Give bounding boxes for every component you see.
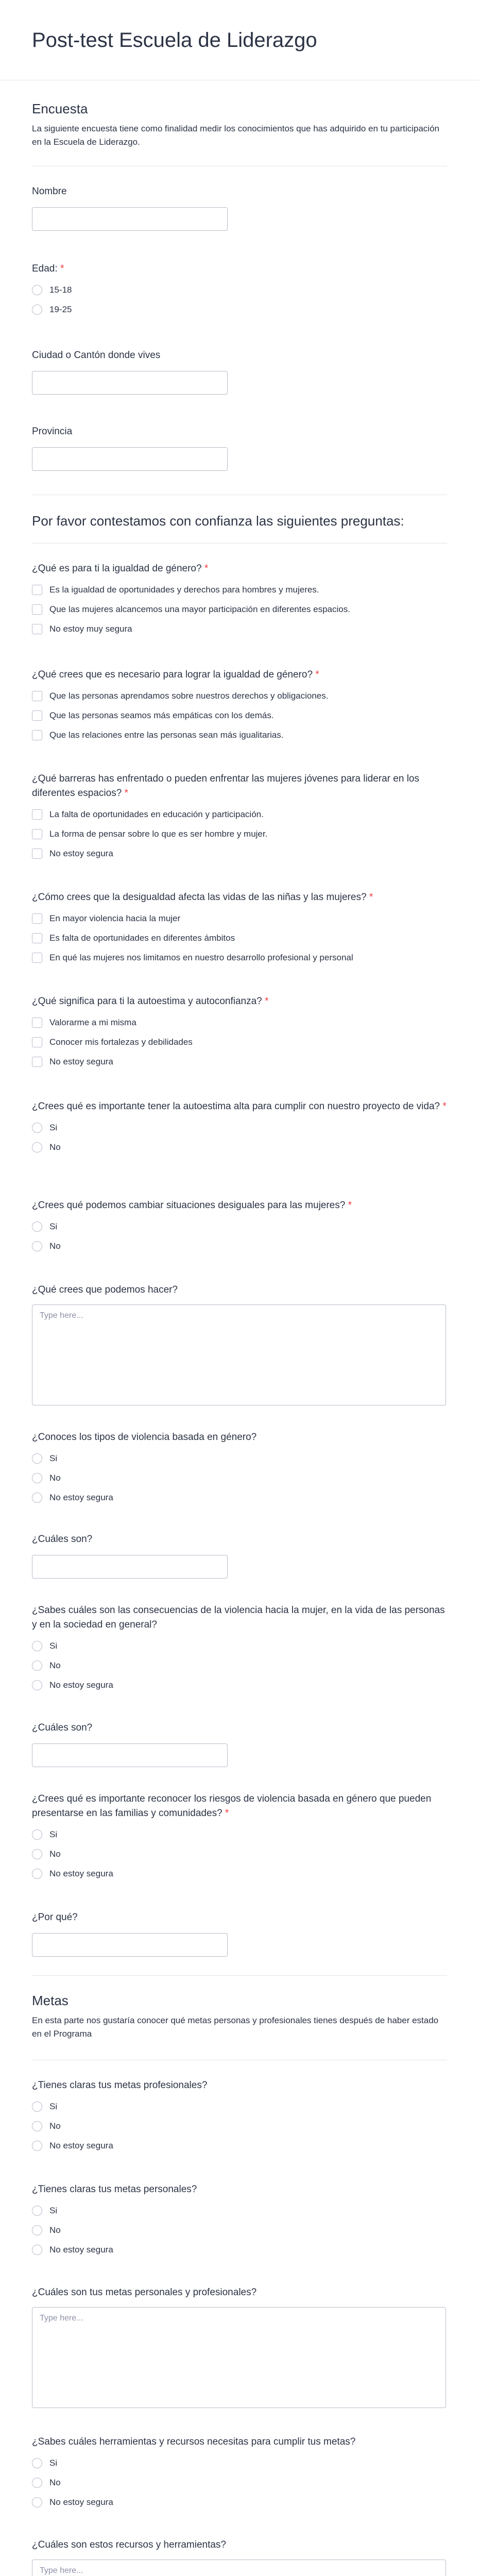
question-m2 (32, 2182, 447, 2260)
radio-option[interactable]: No estoy segura (32, 2136, 447, 2156)
radio-option[interactable]: No (32, 1844, 447, 1864)
radio-circle[interactable] (32, 1142, 42, 1153)
question-label: ¿Sabes cuáles son las consecuencias de la violencia hacia la mujer, en la vida de las personas y en la sociedad en general? (32, 1605, 445, 1630)
checkbox-box[interactable] (32, 953, 42, 963)
question-label: ¿Cuáles son tus metas personales y profesionales? (32, 2287, 257, 2298)
checkbox-option[interactable]: No estoy segura (32, 844, 447, 863)
radio-option[interactable]: No estoy segura (32, 1675, 447, 1695)
checkbox-option[interactable]: Conocer mis fortalezas y debilidades (32, 1032, 447, 1052)
radio-circle[interactable] (32, 1680, 42, 1690)
question-label: ¿Tienes claras tus metas personales? (32, 2184, 197, 2195)
checkbox-box[interactable] (32, 809, 42, 820)
checkbox-option[interactable]: Que las personas seamos más empáticas con los demás. (32, 706, 447, 725)
checkbox-box[interactable] (32, 1057, 42, 1067)
question-label: ¿Qué es para ti la igualdad de género? * (32, 563, 209, 574)
checkbox-option[interactable]: Valorarme a mi misma (32, 1013, 447, 1032)
question-q9 (32, 1430, 447, 1507)
section-title: Por favor contestamos con confianza las siguientes preguntas: (32, 513, 404, 529)
checkbox-option[interactable]: Es la igualdad de oportunidades y derechos para hombres y mujeres. (32, 580, 447, 600)
radio-option[interactable]: No (32, 1656, 447, 1675)
checkbox-box[interactable] (32, 1018, 42, 1028)
question-label: ¿Cuáles son? (32, 1534, 93, 1545)
question-q12 (32, 1721, 447, 1767)
checkbox-option[interactable]: No estoy segura (32, 1052, 447, 1072)
radio-option[interactable]: No (32, 1468, 447, 1488)
divider (32, 543, 447, 544)
question-provincia (32, 425, 447, 471)
radio-option[interactable]: Si (32, 1217, 447, 1236)
nombre-input[interactable] (32, 207, 228, 231)
radio-circle[interactable] (32, 1493, 42, 1503)
answer-textarea[interactable]: Type here... (32, 1304, 446, 1405)
radio-circle[interactable] (32, 1123, 42, 1133)
radio-circle[interactable] (32, 1641, 42, 1651)
answer-textarea[interactable]: Type here... (32, 2560, 446, 2576)
question-label: ¿Qué significa para ti la autoestima y autoconfianza? * (32, 996, 269, 1007)
question-q10 (32, 1532, 447, 1579)
radio-option[interactable]: Si (32, 2201, 447, 2221)
checkbox-box[interactable] (32, 604, 42, 615)
section-title: Metas (32, 1993, 69, 2008)
radio-circle[interactable] (32, 1660, 42, 1671)
radio-option[interactable]: No (32, 2221, 447, 2240)
question-label: Ciudad o Cantón donde vives (32, 350, 161, 361)
radio-circle[interactable] (32, 2478, 42, 2488)
radio-option[interactable]: 15-18 (32, 280, 447, 300)
radio-option[interactable]: Si (32, 1118, 447, 1138)
section-description: La siguiente encuesta tiene como finalidad medir los conocimientos que has adquirido en tu participación en la Escuela de Liderazgo. (32, 124, 439, 147)
question-q4 (32, 890, 447, 968)
form-header (0, 0, 479, 80)
question-label: Nombre (32, 186, 67, 197)
checkbox-option[interactable]: La falta de oportunidades en educación y participación. (32, 805, 447, 824)
checkbox-box[interactable] (32, 829, 42, 839)
checkbox-box[interactable] (32, 585, 42, 595)
radio-option[interactable]: Si (32, 1825, 447, 1844)
radio-circle[interactable] (32, 1849, 42, 1859)
radio-option[interactable]: 19-25 (32, 300, 447, 319)
checkbox-box[interactable] (32, 691, 42, 701)
question-ciudad (32, 348, 447, 395)
radio-circle[interactable] (32, 1453, 42, 1464)
divider (32, 1975, 447, 1976)
checkbox-option[interactable]: En qué las mujeres nos limitamos en nuestro desarrollo profesional y personal (32, 948, 447, 968)
question-label: ¿Por qué? (32, 1912, 78, 1923)
question-q14 (32, 1910, 447, 1957)
question-q6 (32, 1099, 447, 1157)
radio-option[interactable]: No (32, 2116, 447, 2136)
radio-option[interactable]: No estoy segura (32, 1864, 447, 1884)
radio-circle[interactable] (32, 1222, 42, 1232)
radio-circle[interactable] (32, 2141, 42, 2151)
question-label: ¿Crees qué podemos cambiar situaciones desiguales para las mujeres? * (32, 1200, 352, 1211)
radio-option[interactable]: Si (32, 1449, 447, 1468)
radio-option[interactable]: No estoy segura (32, 1488, 447, 1507)
radio-circle[interactable] (32, 2121, 42, 2131)
question-q2 (32, 668, 447, 745)
question-q8 (32, 1283, 447, 1405)
radio-option[interactable]: Si (32, 1636, 447, 1656)
radio-option[interactable]: Si (32, 2097, 447, 2116)
checkbox-option[interactable]: Que las relaciones entre las personas sean más igualitarias. (32, 725, 447, 745)
radio-circle[interactable] (32, 1241, 42, 1251)
checkbox-box[interactable] (32, 730, 42, 740)
question-edad (32, 262, 447, 319)
form-title: Post-test Escuela de Liderazgo (32, 29, 317, 52)
question-m3 (32, 2285, 447, 2408)
radio-option[interactable]: No (32, 1236, 447, 1256)
question-q7 (32, 1198, 447, 1256)
question-m5 (32, 2538, 447, 2576)
radio-circle[interactable] (32, 2458, 42, 2468)
checkbox-box[interactable] (32, 913, 42, 924)
radio-circle[interactable] (32, 2206, 42, 2216)
question-q5 (32, 994, 447, 1072)
question-label: ¿Crees qué es importante reconocer los riesgos de violencia basada en género que pueden presentarse en las familias y comunidades? * (32, 1793, 432, 1819)
ciudad-input[interactable] (32, 371, 228, 395)
radio-circle[interactable] (32, 1473, 42, 1483)
answer-input[interactable] (32, 1743, 228, 1767)
checkbox-box[interactable] (32, 849, 42, 859)
radio-circle[interactable] (32, 304, 42, 315)
answer-input[interactable] (32, 1933, 228, 1957)
question-label: ¿Qué barreras has enfrentado o pueden enfrentar las mujeres jóvenes para liderar en los diferentes espacios? * (32, 773, 419, 799)
radio-circle[interactable] (32, 2497, 42, 2507)
radio-circle[interactable] (32, 2225, 42, 2235)
section-description: En esta parte nos gustaría conocer qué metas personas y profesionales tienes después de haber estado en el Programa (32, 2015, 439, 2039)
radio-circle[interactable] (32, 1829, 42, 1840)
confianza-section (32, 513, 447, 529)
question-label: ¿Cuáles son? (32, 1722, 93, 1733)
provincia-input[interactable] (32, 447, 228, 471)
question-label: ¿Conoces los tipos de violencia basada en género? (32, 1432, 257, 1443)
question-label: Provincia (32, 426, 73, 437)
checkbox-box[interactable] (32, 1037, 42, 1047)
radio-option[interactable]: No estoy segura (32, 2240, 447, 2260)
radio-option[interactable]: No (32, 2473, 447, 2493)
checkbox-box[interactable] (32, 624, 42, 634)
checkbox-option[interactable]: Que las mujeres alcancemos una mayor participación en diferentes espacios. (32, 600, 447, 619)
checkbox-option[interactable]: Que las personas aprendamos sobre nuestros derechos y obligaciones. (32, 686, 447, 706)
question-label: ¿Crees qué es importante tener la autoestima alta para cumplir con nuestro proyecto de vida? * (32, 1101, 447, 1112)
question-label: ¿Tienes claras tus metas profesionales? (32, 2080, 208, 2091)
radio-circle[interactable] (32, 2245, 42, 2255)
question-q1 (32, 562, 447, 639)
question-label: ¿Sabes cuáles herramientas y recursos necesitas para cumplir tus metas? (32, 2436, 356, 2447)
checkbox-option[interactable]: La forma de pensar sobre lo que es ser hombre y mujer. (32, 824, 447, 844)
question-label: ¿Cómo crees que la desigualdad afecta las vidas de las niñas y las mujeres? * (32, 892, 373, 903)
metas-section (32, 1993, 447, 2041)
question-m4 (32, 2435, 447, 2512)
question-q11 (32, 1603, 447, 1695)
required-mark: * (60, 263, 64, 274)
encuesta-section (32, 101, 447, 149)
radio-circle[interactable] (32, 285, 42, 295)
radio-option[interactable]: No estoy segura (32, 2493, 447, 2512)
checkbox-box[interactable] (32, 710, 42, 721)
radio-option[interactable]: Si (32, 2453, 447, 2473)
checkbox-option[interactable]: No estoy muy segura (32, 619, 447, 639)
question-label: ¿Cuáles son estos recursos y herramientas? (32, 2539, 226, 2550)
section-title: Encuesta (32, 101, 88, 116)
radio-option[interactable]: No (32, 1138, 447, 1157)
answer-input[interactable] (32, 1555, 228, 1579)
question-m1 (32, 2078, 447, 2156)
answer-textarea[interactable]: Type here... (32, 2307, 446, 2408)
question-q13 (32, 1792, 447, 1884)
question-nombre (32, 184, 447, 231)
question-label: ¿Qué crees que podemos hacer? (32, 1284, 178, 1295)
question-q3 (32, 772, 447, 863)
checkbox-option[interactable]: En mayor violencia hacia la mujer (32, 909, 447, 928)
checkbox-option[interactable]: Es falta de oportunidades en diferentes ámbitos (32, 928, 447, 948)
radio-circle[interactable] (32, 1869, 42, 1879)
question-label: ¿Qué crees que es necesario para lograr la igualdad de género? * (32, 669, 319, 680)
checkbox-box[interactable] (32, 933, 42, 943)
radio-circle[interactable] (32, 2102, 42, 2112)
question-label: Edad: * (32, 263, 64, 274)
